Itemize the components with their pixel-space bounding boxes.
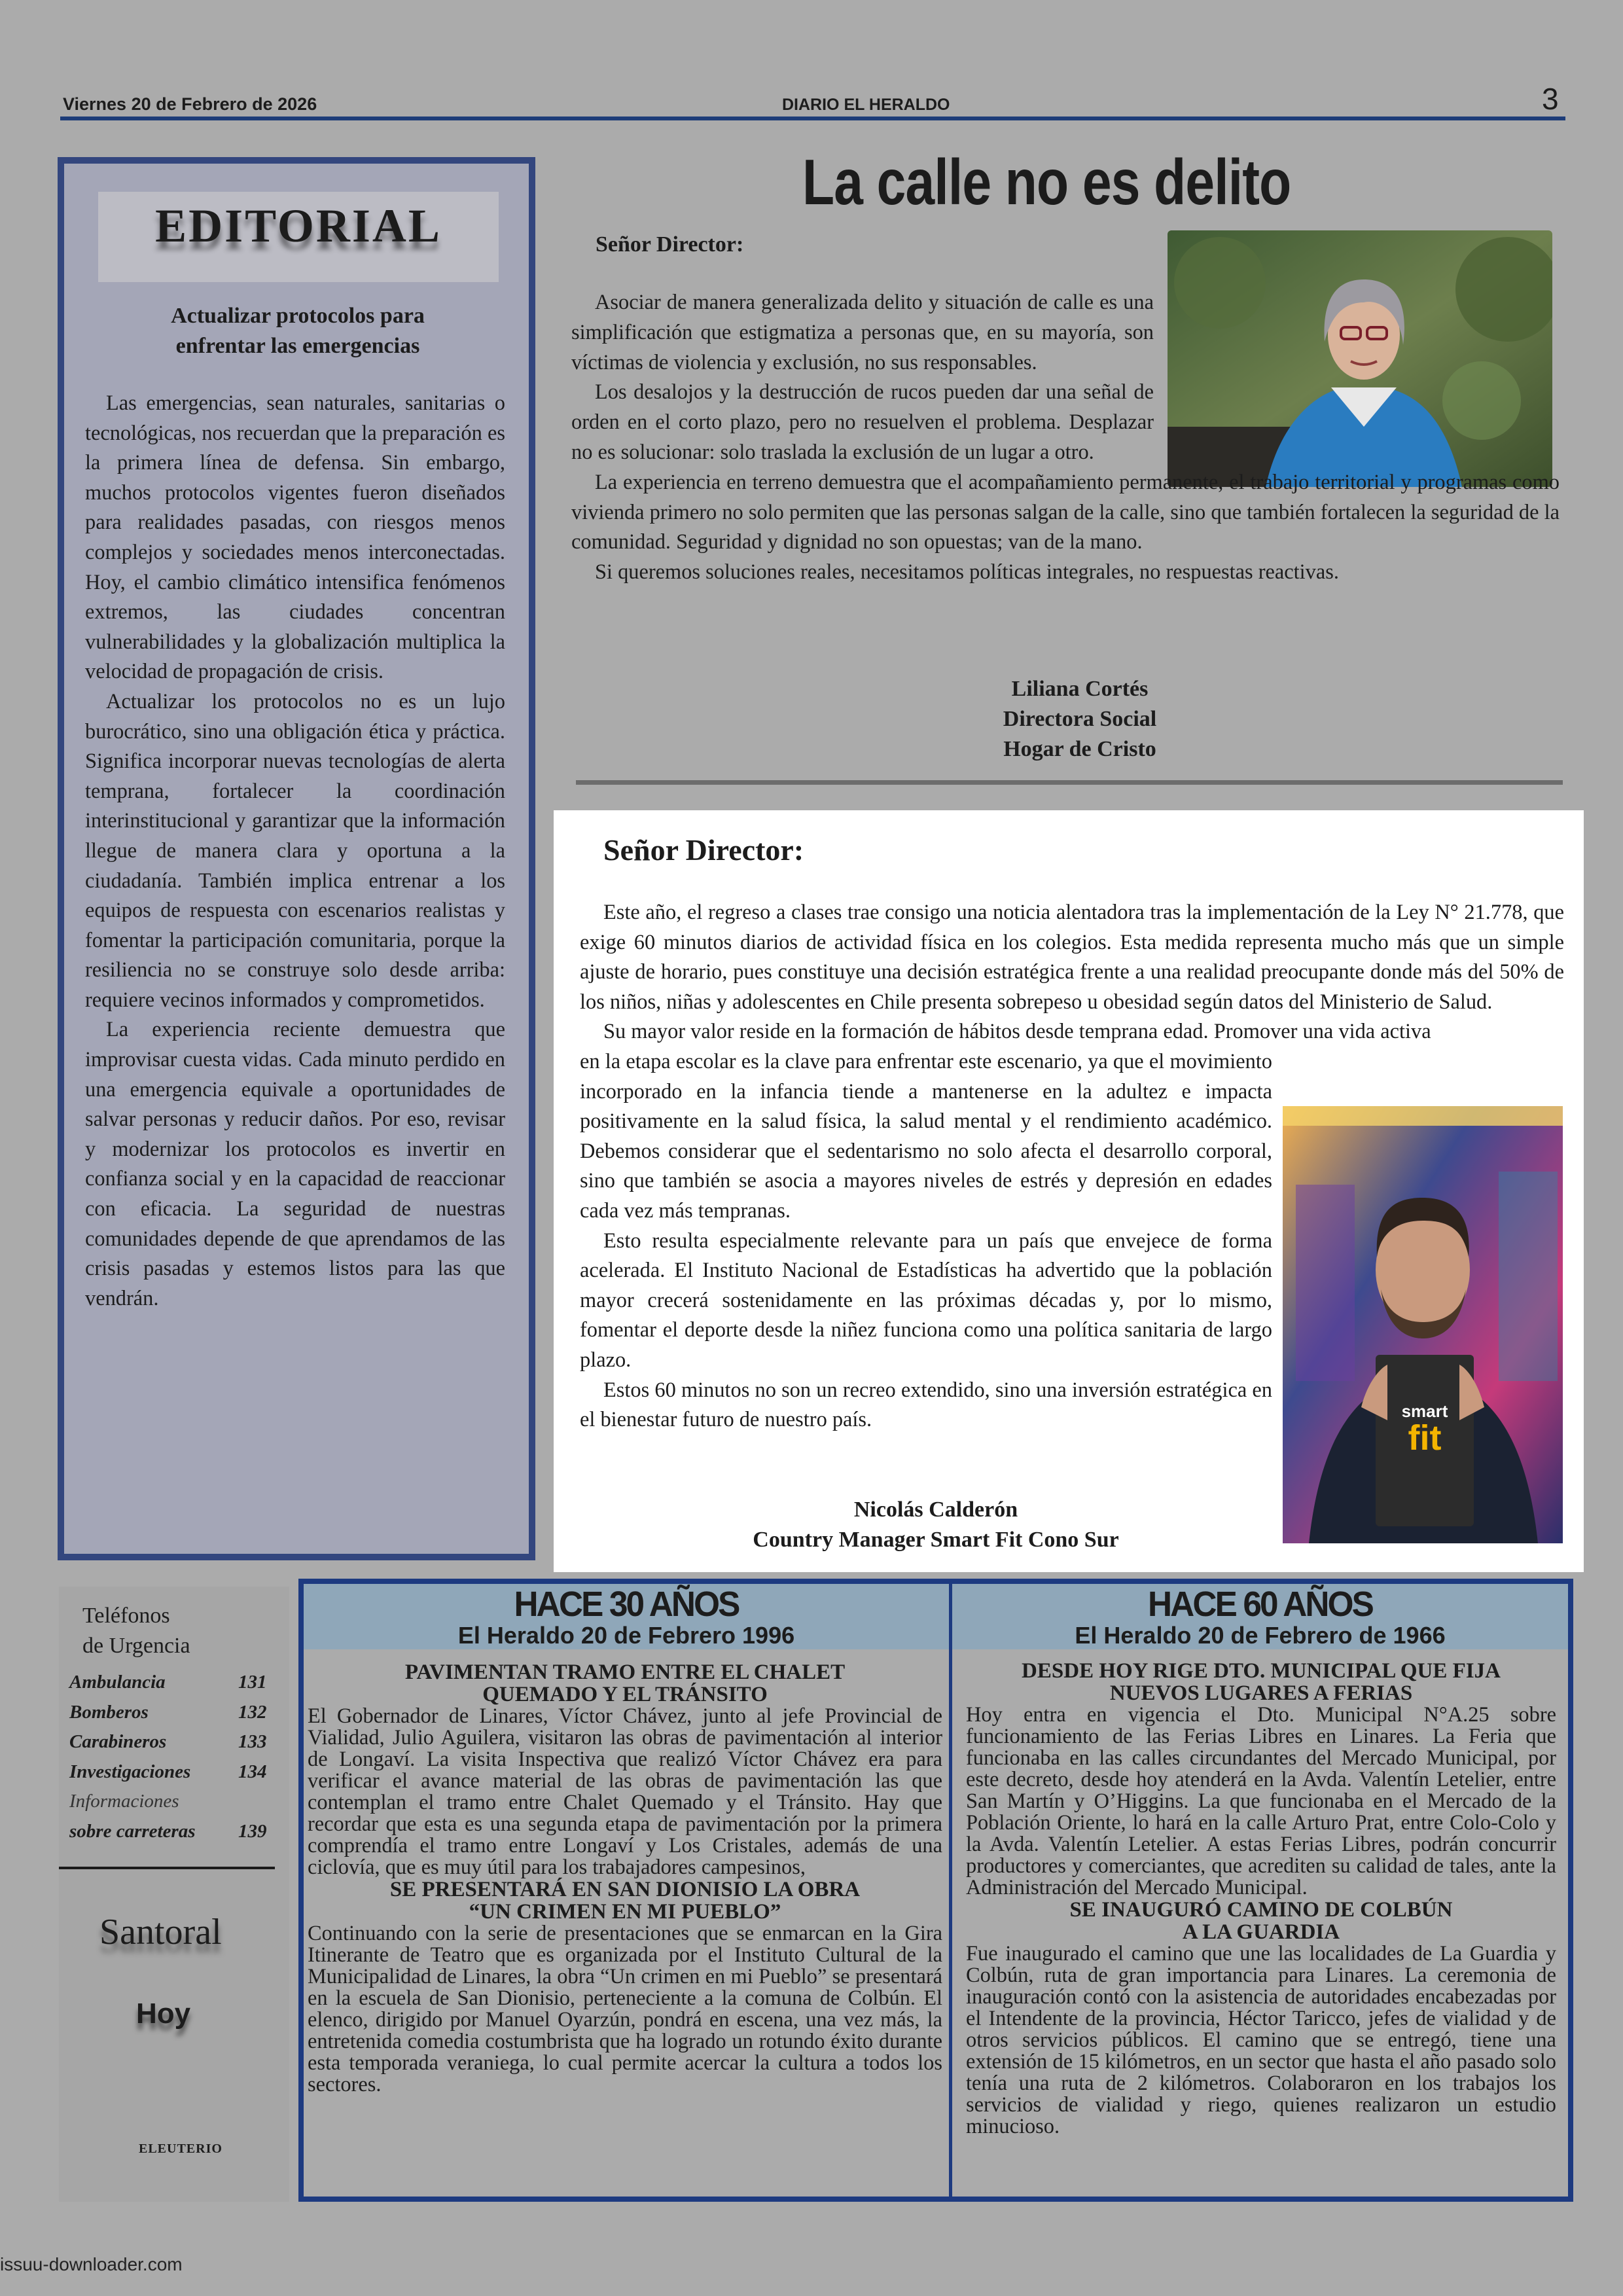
headline-line: A LA GUARDIA: [1182, 1920, 1340, 1944]
phone-item: [69, 1668, 279, 1698]
phone-number: 132: [238, 1701, 267, 1723]
signature-line: Country Manager Smart Fit Cono Sur: [753, 1528, 1119, 1552]
editorial-paragraph: Actualizar los protocolos no es un lujo burocrático, sino una obligación ética y práctica. Significa incorporar nuevas tecnologías de alerta temprana, fortalecer la coordinación interinstitucional y garantizar que la información llegue de manera clara y oportuna a la ciudadanía. También implica entrenar a los equipos de respuesta con escenarios realistas y fomentar la participación comunitaria, porque la resiliencia no se construye solo desde arriba: requiere vecinos informados y comprometidos.: [85, 689, 505, 1012]
story-headline: [308, 1878, 942, 1923]
letter2-author-photo: [1283, 1106, 1563, 1543]
story-body: Fue inaugurado el camino que une las localidades de La Guardia y Colbún, ruta de gran importancia para Linares. La ceremonia de inauguración contó con la asistencia de autoridades encabezadas por el Intendente de la provincia, Héctor Taricco, jefes de vialidad y de otros servicios públicos. El camino que se entregó, tiene una extensión de 15 kilómetros, en un sector que hasta el año pasado solo tenía una ruta de 2 kilómetros. Colaboraron en los trabajos los servicios de vialidad y riego, quienes realizaron un estudio minucioso.: [966, 1942, 1556, 2138]
letter1-body: [571, 288, 1560, 588]
headline-line: QUEMADO Y EL TRÁNSITO: [482, 1683, 768, 1706]
santoral-name: ELEUTERIO: [139, 2142, 223, 2156]
letter1-signature: [929, 674, 1230, 764]
headline-line: NUEVOS LUGARES A FERIAS: [1109, 1681, 1413, 1705]
story-body: Hoy entra en vigencia el Dto. Municipal N°A.25 sobre funcionamiento de las Ferias Libres en Linares. La Feria que funcionaba en las calles circundantes del Mercado Municipal, por este decreto, desde hoy atenderá en la Avda. Valentín Letelier, entre San Martín y O’Higgins. La que funcionaba en el Mercado de la Población Oriente, lo hará en la calle Arturo Prat, entre Colo-Colo y la Avda. Valentín Letelier. A estas Ferias Libres, podrán concurrir productores y comerciantes, que acrediten su calidad de tales, ante la Administración del Mercado Municipal.: [966, 1703, 1556, 1899]
history-column-divider: [949, 1580, 952, 2199]
story-body: Continuando con la serie de presentaciones que se enmarcan en la Gira Itinerante de Teatro que es organizada por el Instituto Cultural de la Municipalidad de Linares, la obra “Un crimen en mi Pueblo” se presentará en la escuela de San Dionisio, perteneciente a la comuna de Colbún. El elenco, dirigido por Manuel Oyarzún, pondrá en escena, una vez más, la entretenida comedia costumbrista que ha logrado un rotundo éxito durante esta temporada veraniega, lo cual permite acercar la cultura a todos los sectores.: [308, 1922, 942, 2096]
hace60-column: [966, 1660, 1556, 2138]
header-rule: [60, 117, 1565, 120]
phone-item: [69, 1817, 279, 1847]
hace60-subtitle: El Heraldo 20 de Febrero de 1966: [1075, 1622, 1446, 1649]
letter1-paragraph: Asociar de manera generalizada delito y situación de calle es una simplificación que estigmatiza a personas que, en su mayoría, son víctimas de violencia y exclusión, no sus responsables.: [571, 291, 1154, 374]
phone-item: [69, 1698, 279, 1728]
letter1-salutation: Señor Director:: [596, 232, 744, 257]
phone-number: 133: [238, 1731, 267, 1752]
santoral-title: Santoral: [99, 1912, 222, 1952]
hace30-title: HACE 30 AÑOS: [514, 1585, 739, 1624]
newspaper-name: DIARIO EL HERALDO: [782, 96, 950, 114]
signature-line: Hogar de Cristo: [1003, 737, 1156, 761]
headline-line: PAVIMENTAN TRAMO ENTRE EL CHALET: [404, 1660, 846, 1684]
editorial-body: [85, 389, 505, 1314]
story-headline: [966, 1660, 1556, 1704]
signature-line: Liliana Cortés: [1011, 677, 1149, 701]
editorial-paragraph: La experiencia reciente demuestra que improvisar cuesta vidas. Cada minuto perdido en una emergencia equivale a oportunidades de salvar personas y reducir daños. Por eso, revisar y modernizar los protocolos es invertir en confianza social y en la capacidad de reaccionar con eficacia. La seguridad de nuestras comunidades depende de que aprendamos de las crisis pasadas y estemos listos para las que vendrán.: [85, 1018, 505, 1310]
phone-item: [69, 1757, 279, 1787]
letter1-paragraph: Si queremos soluciones reales, necesitamos políticas integrales, no respuestas reactivas.: [595, 560, 1339, 584]
letter2-signature: [674, 1495, 1198, 1555]
phone-number: 134: [238, 1761, 267, 1782]
letter2-salutation: Señor Director:: [603, 833, 804, 867]
phone-number: 139: [238, 1820, 267, 1842]
sidebar-divider: [59, 1867, 275, 1869]
phone-item: [69, 1787, 279, 1817]
story-headline: [308, 1661, 942, 1706]
hace60-title: HACE 60 AÑOS: [1147, 1585, 1373, 1624]
phone-name: Informaciones: [69, 1791, 179, 1812]
section-divider: [576, 780, 1563, 785]
editorial-paragraph: Las emergencias, sean naturales, sanitarias o tecnológicas, nos recuerdan que la preparación es la primera línea de defensa. Sin embargo, muchos protocolos vigentes fueron diseñados para realidades pasadas, con riesgos menos complejos y sociedades menos interconectadas. Hoy, el cambio climático intensifica fenómenos extremos, las ciudades concentran vulnerabilidades y la globalización multiplica la velocidad de propagación de crisis.: [85, 391, 505, 684]
phones-title: [82, 1601, 190, 1661]
letter1-headline: La calle no es delito: [802, 146, 1291, 218]
story-headline: [966, 1899, 1556, 1943]
letter1-paragraph: La experiencia en terreno demuestra que el acompañamiento permanente, el trabajo territorial y programas como vivienda primero no solo permiten que las personas salgan de la calle, sino que también fortalecen la seguridad de la comunidad. Seguridad y dignidad no son opuestas; van de la mano.: [571, 470, 1560, 554]
phone-number: 131: [238, 1672, 267, 1693]
photo-brand-text: fit: [1408, 1418, 1442, 1458]
phone-name: sobre carreteras: [69, 1820, 196, 1842]
signature-line: Nicolás Calderón: [853, 1498, 1018, 1522]
page-number: 3: [1542, 82, 1559, 116]
phones-title-line: de Urgencia: [82, 1634, 190, 1658]
hace30-subtitle: El Heraldo 20 de Febrero 1996: [457, 1622, 795, 1649]
letter1-paragraph: Los desalojos y la destrucción de rucos pueden dar una señal de orden en el corto plazo, pero no resuelven el problema. Desplazar no es solucionar: solo traslada la exclusión de un lugar a otro.: [571, 380, 1154, 464]
letter2-paragraph: Su mayor valor reside en la formación de hábitos desde temprana edad. Promover una vida activa: [603, 1020, 1431, 1044]
phone-name: Investigaciones: [69, 1761, 191, 1782]
santoral-today: Hoy: [136, 1998, 191, 2030]
letter2-paragraph: Esto resulta especialmente relevante para un país que envejece de forma acelerada. El Instituto Nacional de Estadísticas ha advertido que la población mayor crecerá sostenidamente en las próximas décadas y, por lo mismo, fomentar el deporte desde la niñez funciona como una política sanitaria de largo plazo.: [580, 1229, 1272, 1372]
phones-list: [69, 1668, 279, 1846]
signature-line: Directora Social: [1003, 707, 1157, 731]
editorial-label: EDITORIAL: [155, 200, 442, 252]
letter2-paragraph: en la etapa escolar es la clave para enfrentar este escenario, ya que el movimiento incorporado en la infancia tiende a mantenerse en la adultez e impacta positivamente en la salud física, la salud mental y el rendimiento académico. Debemos considerar que el sedentarismo no solo afecta el desarrollo corporal, sino que también se asocia a mayores niveles de estrés y depresión en edades cada vez más tempranas.: [580, 1049, 1272, 1223]
photo-brand-text: smart: [1401, 1401, 1448, 1421]
letter2-paragraph: Estos 60 minutos no son un recreo extendido, sino una inversión estratégica en el bienestar futuro de nuestro país.: [580, 1378, 1272, 1432]
phone-name: Carabineros: [69, 1731, 167, 1752]
letter2-paragraph: Este año, el regreso a clases trae consigo una noticia alentadora tras la implementación de la Ley N° 21.778, que exige 60 minutos diarios de actividad física en los colegios. Esta medida representa mucho más que un simple ajuste de horario, pues constituye una decisión estratégica frente a una realidad preocupante donde más del 50% de los niños, niñas y adolescentes en Chile presenta sobrepeso u obesidad según datos del Ministerio de Salud.: [580, 901, 1564, 1014]
phone-name: Bomberos: [69, 1701, 149, 1723]
phones-title-line: Teléfonos: [82, 1604, 170, 1628]
issue-date: Viernes 20 de Febrero de 2026: [63, 94, 317, 114]
phone-name: Ambulancia: [69, 1672, 166, 1693]
story-body: El Gobernador de Linares, Víctor Chávez, junto al jefe Provincial de Vialidad, Julio Aguilera, visitaron las obras de pavimentación al interior de Longaví. La visita Inspectiva que realizó Víctor Chávez era para verificar el avance material de las obras de pavimentación las que contemplan el tramo entre Chalet Quemado y el Tránsito. Hay que recordar que esta es una segunda etapa de pavimentación por la primera comprendía el tramo entre Longaví y Los Cristales, además de una ciclovía, que es muy útil para los trabajadores campesinos,: [308, 1704, 942, 1879]
editorial-subtitle-line: Actualizar protocolos para: [171, 304, 425, 328]
headline-line: SE PRESENTARÁ EN SAN DIONISIO LA OBRA: [389, 1878, 861, 1901]
editorial-subtitle-line: enfrentar las emergencias: [175, 334, 420, 358]
headline-line: SE INAUGURÓ CAMINO DE COLBÚN: [1069, 1898, 1453, 1922]
editorial-subtitle: [85, 301, 510, 361]
headline-line: “UN CRIMEN EN MI PUEBLO”: [469, 1900, 781, 1924]
phone-item: [69, 1727, 279, 1757]
phone-number: [238, 1787, 279, 1817]
watermark: issuu-downloader.com: [0, 2254, 183, 2274]
hace30-column: [308, 1661, 942, 2096]
headline-line: DESDE HOY RIGE DTO. MUNICIPAL QUE FIJA: [1022, 1659, 1501, 1683]
